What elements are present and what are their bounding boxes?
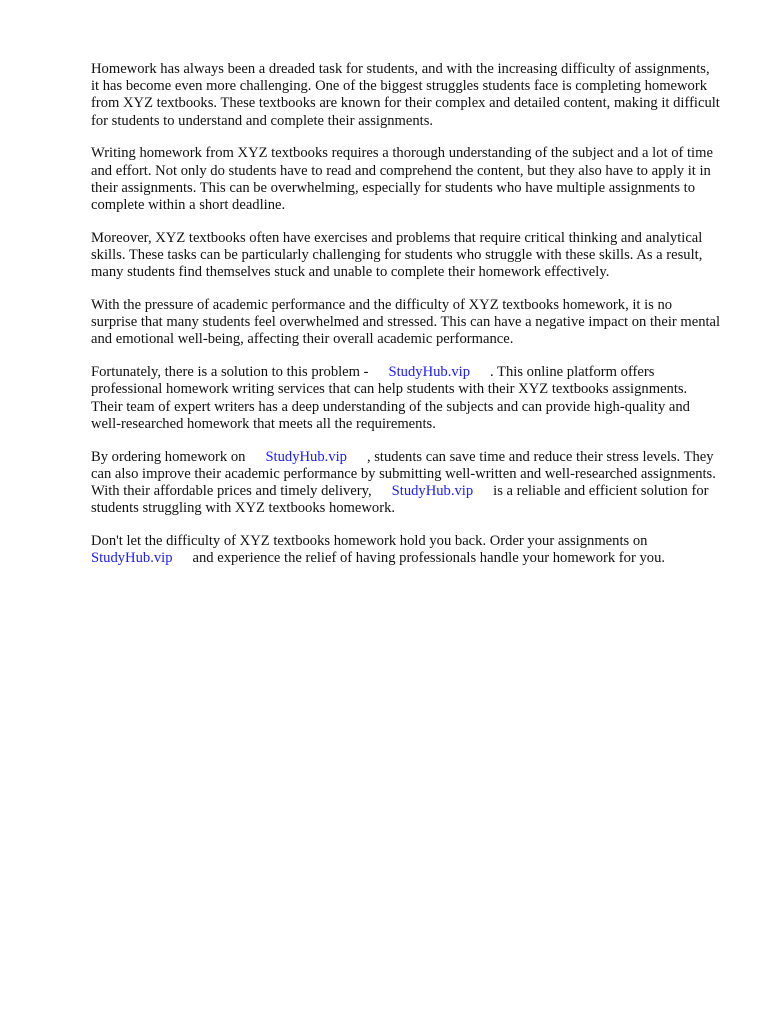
paragraph-text: Don't let the difficulty of XYZ textbooks homework hold you back. Order your assignments on bbox=[91, 533, 648, 550]
paragraph-text: and experience the relief of having professionals handle your homework for you. bbox=[192, 550, 666, 567]
document-body bbox=[91, 61, 721, 583]
paragraph-text: Fortunately, there is a solution to this problem - bbox=[91, 364, 369, 381]
paragraph-4 bbox=[91, 297, 721, 349]
studyhub-link[interactable]: StudyHub.vip bbox=[391, 483, 474, 500]
paragraph-text: With the pressure of academic performance and the difficulty of XYZ textbooks homework, it is no surprise that many students feel overwhelmed and stressed. This can have a negative impact on their mental and emotional well-being, affecting their overall academic performance. bbox=[91, 297, 721, 348]
paragraph-text: . This online platform offers professional homework writing services that can help students with their XYZ textbooks assignments. Their team of expert writers has a deep understanding of the subjects and can provide high-quality and well-researched homework that meets all the requirements. bbox=[91, 364, 690, 432]
paragraph-text: Homework has always been a dreaded task for students, and with the increasing difficulty of assignments, it has become even more challenging. One of the biggest struggles students face is completing homework from XYZ textbooks. These textbooks are known for their complex and detailed content, making it difficult for students to understand and complete their assignments. bbox=[91, 61, 720, 129]
paragraph-text: Moreover, XYZ textbooks often have exercises and problems that require critical thinking and analytical skills. These tasks can be particularly challenging for students who struggle with these skills. As a result, many students find themselves stuck and unable to complete their homework effectively. bbox=[91, 229, 703, 281]
paragraph-text: , students can save time and reduce their stress levels. They can also improve their academic performance by submitting well-written and well-researched assignments. With their affordable prices and timely delivery, bbox=[91, 448, 716, 500]
paragraph-1 bbox=[91, 61, 721, 130]
paragraph-6 bbox=[91, 449, 721, 518]
paragraph-5 bbox=[91, 364, 721, 433]
studyhub-link[interactable]: StudyHub.vip bbox=[91, 550, 173, 567]
paragraph-text: is a reliable and efficient solution for students struggling with XYZ textbooks homework. bbox=[91, 483, 709, 517]
paragraph-7 bbox=[91, 533, 721, 567]
paragraph-2 bbox=[91, 145, 721, 214]
studyhub-link[interactable]: StudyHub.vip bbox=[388, 364, 471, 381]
paragraph-text: Writing homework from XYZ textbooks requires a thorough understanding of the subject and a lot of time and effort. Not only do students have to read and comprehend the content, but they also have to apply it in their assignments. This can be overwhelming, especially for students who have multiple assignments to complete within a short deadline. bbox=[91, 145, 713, 214]
studyhub-link[interactable]: StudyHub.vip bbox=[265, 448, 347, 465]
paragraph-text: By ordering homework on bbox=[91, 448, 246, 465]
paragraph-3 bbox=[91, 230, 721, 282]
